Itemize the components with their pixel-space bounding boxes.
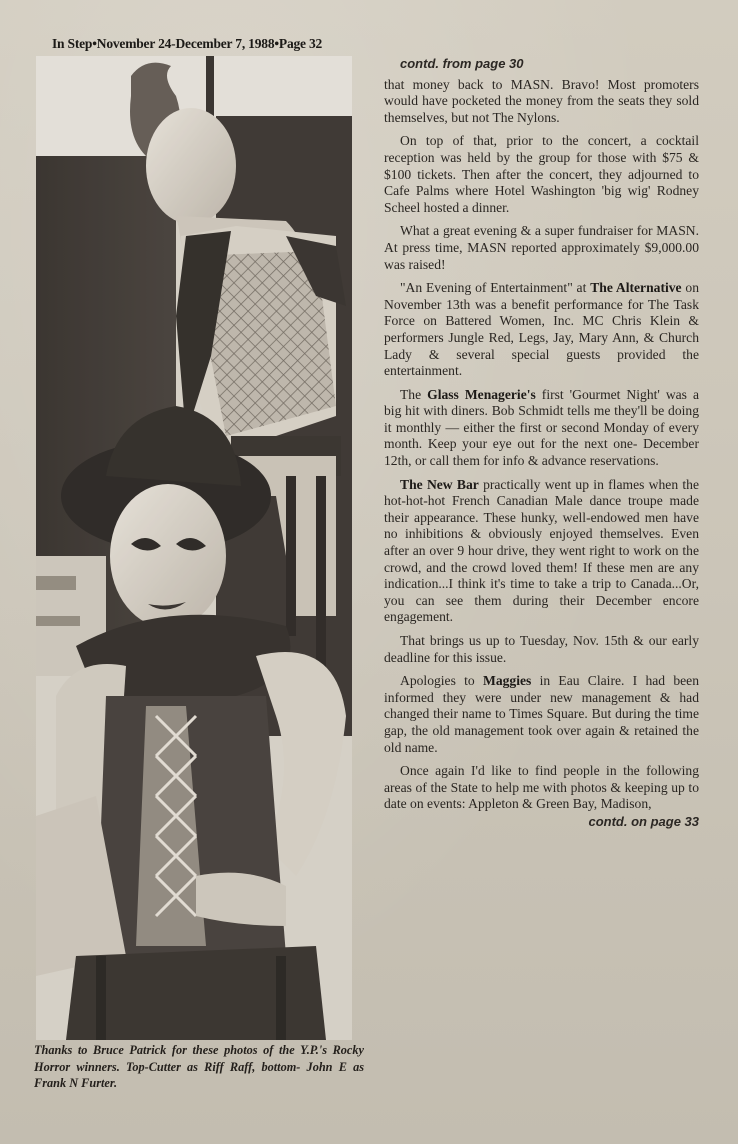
article-body xyxy=(384,77,699,813)
paragraph-text: practically went up in flames when the hot-hot-hot French Canadian Male dance troupe made their appearance. These hunky, well-endowed men have no inhibitions & obviously enjoyed themselves. Even after an over 9 hour drive, they went right to work on the crowd, and the crowd loved them! If these men are any indication...I think it's time to take a trip to Canada...Or, you can see them during their December encore engagement. xyxy=(384,476,699,625)
paragraph-text: Apologies to xyxy=(400,673,483,689)
paragraph-text: on November 13th was a benefit performance for The Task Force on Battered Women, Inc. MC Chris Klein & performers Jungle Red, Legs, Jay, Mary Ann, & Church Lady & several special guests provided the entertainment. xyxy=(384,280,699,379)
venue-name: The Alternative xyxy=(590,280,682,296)
paragraph-text: What a great evening & a super fundraiser for MASN. At press time, MASN reported approximately $9,000.00 was raised! xyxy=(384,223,699,272)
paragraph-text: Once again I'd like to find people in the following areas of the State to help me with photos & keeping up to date on events: Appleton & Green Bay, Madison, xyxy=(384,763,699,812)
paragraph-text: in Eau Claire. I had been informed they were under new management & had changed their name to Times Square. But during the time gap, the old management took over again & retained the old name. xyxy=(384,673,699,755)
continued-on-label: contd. on page 33 xyxy=(588,813,699,829)
paragraph-text: The xyxy=(400,386,428,402)
article-column xyxy=(384,56,699,831)
paragraph-text: that money back to MASN. Bravo! Most promoters would have pocketed the money from the seats they sold themselves, but not The Nylons. xyxy=(384,76,699,125)
rocky-horror-photo xyxy=(36,56,352,1040)
article-paragraph xyxy=(384,763,699,813)
paragraph-text: first 'Gourmet Night' was a big hit with diners. Bob Schmidt tells me they'll be doing it monthly — either the first or second Monday of every month. Keep your eye out for the next one- December 12th, or call them for info & advance reservations. xyxy=(384,386,699,469)
page-header: In Step•November 24-December 7, 1988•Page 32 xyxy=(52,36,323,51)
article-paragraph xyxy=(384,673,699,756)
venue-name: The New Bar xyxy=(400,476,479,492)
article-paragraph xyxy=(384,477,699,626)
article-paragraph xyxy=(384,280,699,380)
article-paragraph xyxy=(384,77,699,127)
article-paragraph xyxy=(384,223,699,273)
venue-name: Maggies xyxy=(482,673,532,689)
photo-caption: Thanks to Bruce Patrick for these photos of the Y.P.'s Rocky Horror winners. Top-Cutter as Riff Raff, bottom- John E as Frank N Furter. xyxy=(34,1043,364,1091)
article-paragraph xyxy=(384,387,699,470)
paragraph-text: That brings us up to Tuesday, Nov. 15th & our early deadline for this issue. xyxy=(384,633,699,665)
article-paragraph xyxy=(384,633,699,666)
paragraph-text: "An Evening of Entertainment" at xyxy=(400,280,591,296)
article-paragraph xyxy=(384,133,699,216)
venue-name: Glass Menagerie's xyxy=(427,386,536,402)
continued-from-label: contd. from page 30 xyxy=(400,56,524,71)
paragraph-text: On top of that, prior to the concert, a cocktail reception was held by the group for those with $75 & $100 tickets. Then after the concert, they adjourned to Cafe Palms where Hotel Washington 'big wig' Rodney Scheel hosted a dinner. xyxy=(384,133,699,215)
